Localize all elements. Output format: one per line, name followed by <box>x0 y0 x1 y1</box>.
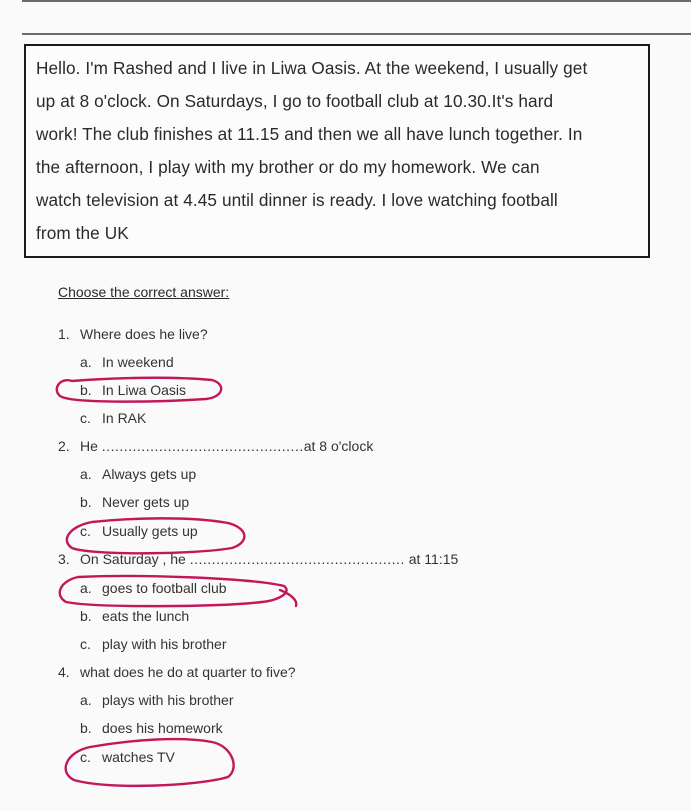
option-letter: c. <box>80 523 91 539</box>
question-2 <box>58 438 373 454</box>
answer-blank: ................................................. <box>189 551 405 567</box>
answer-blank: .............................................. <box>101 438 304 454</box>
option-3a[interactable] <box>80 580 227 596</box>
option-text: watches TV <box>102 749 175 765</box>
answer-tail-3a <box>280 590 296 606</box>
option-text: plays with his brother <box>102 692 234 708</box>
question-text: what does he do at quarter to five? <box>80 664 296 680</box>
passage-line: the afternoon, I play with my brother or do my homework. We can <box>36 157 540 177</box>
option-text: does his homework <box>102 720 223 736</box>
option-2a[interactable] <box>80 466 196 482</box>
passage-line: Hello. I'm Rashed and I live in Liwa Oasis. At the weekend, I usually get <box>36 58 588 78</box>
option-text: In weekend <box>102 354 174 370</box>
question-text: He <box>80 438 98 454</box>
top-rule <box>22 0 691 2</box>
option-text: Always gets up <box>102 466 197 482</box>
option-text: Never gets up <box>102 494 190 510</box>
option-2b[interactable] <box>80 494 189 510</box>
question-4 <box>58 664 296 680</box>
option-3b[interactable] <box>80 608 189 624</box>
question-text-after: at 8 o'clock <box>303 438 374 454</box>
option-letter: b. <box>80 494 92 510</box>
option-letter: a. <box>80 692 92 708</box>
option-1c[interactable] <box>80 410 146 426</box>
option-4c[interactable] <box>80 749 175 765</box>
passage-line: watch television at 4.45 until dinner is ready. I love watching football <box>36 190 558 210</box>
question-number: 4. <box>58 664 70 680</box>
option-1b[interactable] <box>80 382 186 398</box>
passage-line: from the UK <box>36 223 129 243</box>
option-letter: b. <box>80 608 92 624</box>
option-2c[interactable] <box>80 523 198 539</box>
option-4b[interactable] <box>80 720 223 736</box>
question-text: On Saturday , he <box>80 551 186 567</box>
option-letter: a. <box>80 354 92 370</box>
question-text: Where does he live? <box>80 326 208 342</box>
option-letter: b. <box>80 720 92 736</box>
option-4a[interactable] <box>80 692 234 708</box>
instruction-heading: Choose the correct answer: <box>58 284 230 300</box>
option-letter: c. <box>80 749 91 765</box>
option-letter: b. <box>80 382 92 398</box>
header-rule <box>22 33 691 35</box>
option-letter: a. <box>80 466 92 482</box>
option-letter: c. <box>80 636 91 652</box>
option-text: goes to football club <box>102 580 227 596</box>
option-text: Usually gets up <box>102 523 198 539</box>
option-text: In RAK <box>102 410 147 426</box>
question-number: 1. <box>58 326 70 342</box>
question-text-after: at 11:15 <box>408 551 459 567</box>
reading-passage <box>24 44 650 258</box>
option-3c[interactable] <box>80 636 227 652</box>
option-text: In Liwa Oasis <box>102 382 187 398</box>
question-3 <box>58 551 458 567</box>
option-1a[interactable] <box>80 354 174 370</box>
question-1 <box>58 326 208 342</box>
question-number: 2. <box>58 438 70 454</box>
passage-line: up at 8 o'clock. On Saturdays, I go to football club at 10.30.It's hard <box>36 91 554 111</box>
option-text: eats the lunch <box>102 608 190 624</box>
question-number: 3. <box>58 551 70 567</box>
option-letter: c. <box>80 410 91 426</box>
option-letter: a. <box>80 580 92 596</box>
option-text: play with his brother <box>102 636 227 652</box>
passage-line: work! The club finishes at 11.15 and then we all have lunch together. In <box>36 124 583 144</box>
